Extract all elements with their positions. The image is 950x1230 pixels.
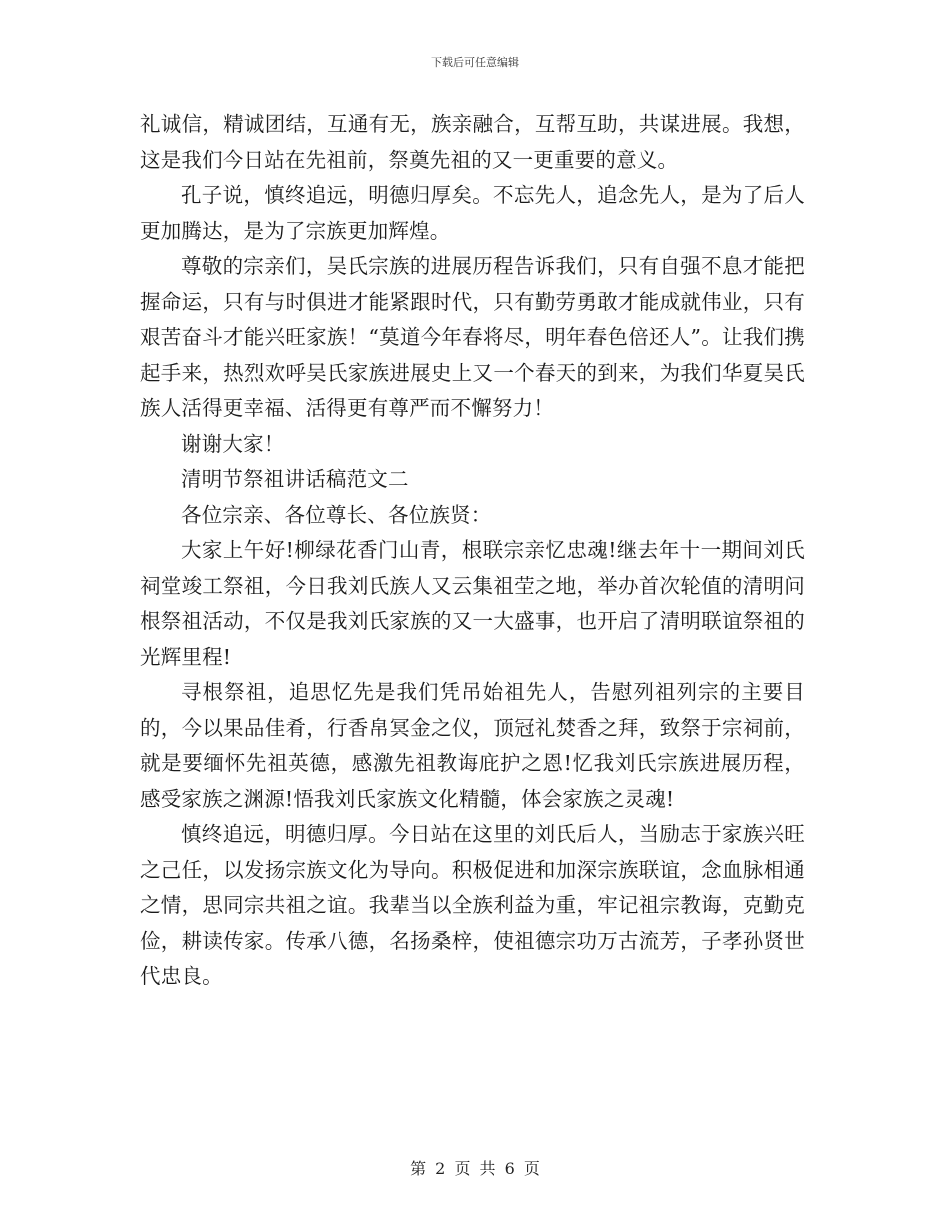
section-title: 清明节祭祖讲话稿范文二 [181, 467, 409, 491]
paragraph: 寻根祭祖，追思忆先是我们凭吊始祖先人，告慰列祖列宗的主要目的，今以果品佳肴，行香帛冥金之仪，顶冠礼焚香之拜，致祭于宗祠前，就是要缅怀先祖英德，感激先祖教诲庇护之恩!忆我刘氏宗族进展历程，感受家族之渊源!悟我刘氏家族文化精髓，体会家族之灵魂! [140, 680, 805, 811]
paragraph: 慎终追远，明德归厚。今日站在这里的刘氏后人，当励志于家族兴旺之己任，以发扬宗族文化为导向。积极促进和加深宗族联谊，念血脉相通之情，思同宗共祖之谊。我辈当以全族利益为重，牢记祖宗教诲，克勤克俭，耕读传家。传承八德，名扬桑梓，使祖德宗功万古流芳，子孝孙贤世代忠良。 [140, 822, 805, 988]
paragraph: 孔子说，慎终追远，明德归厚矣。不忘先人，追念先人，是为了后人更加腾达，是为了宗族更加辉煌。 [140, 183, 805, 243]
page-header: 下载后可任意编辑 [431, 56, 519, 69]
paragraph: 礼诚信，精诚团结，互通有无，族亲融合，互帮互助，共谋进展。我想，这是我们今日站在先祖前，祭奠先祖的又一更重要的意义。 [140, 112, 805, 172]
page-number: 第 2 页 共 6 页 [410, 1159, 540, 1178]
salutation: 各位宗亲、各位尊长、各位族贤： [181, 502, 492, 527]
paragraph: 尊敬的宗亲们，吴氏宗族的进展历程告诉我们，只有自强不息才能把握命运，只有与时俱进才能紧跟时代，只有勤劳勇敢才能成就伟业，只有艰苦奋斗才能兴旺家族！“莫道今年春将尽，明年春色倍还人”。让我们携起手来，热烈欢呼吴氏家族进展史上又一个春天的到来，为我们华夏吴氏族人活得更幸福、活得更有尊严而不懈努力！ [140, 254, 805, 420]
paragraph: 大家上午好!柳绿花香门山青，根联宗亲忆忠魂!继去年十一期间刘氏祠堂竣工祭祖，今日我刘氏族人又云集祖茔之地，举办首次轮值的清明问根祭祖活动，不仅是我刘氏家族的又一大盛事，也开启了清明联谊祭祖的光辉里程! [140, 538, 805, 669]
document-body [140, 107, 805, 995]
paragraph: 谢谢大家！ [181, 431, 285, 456]
